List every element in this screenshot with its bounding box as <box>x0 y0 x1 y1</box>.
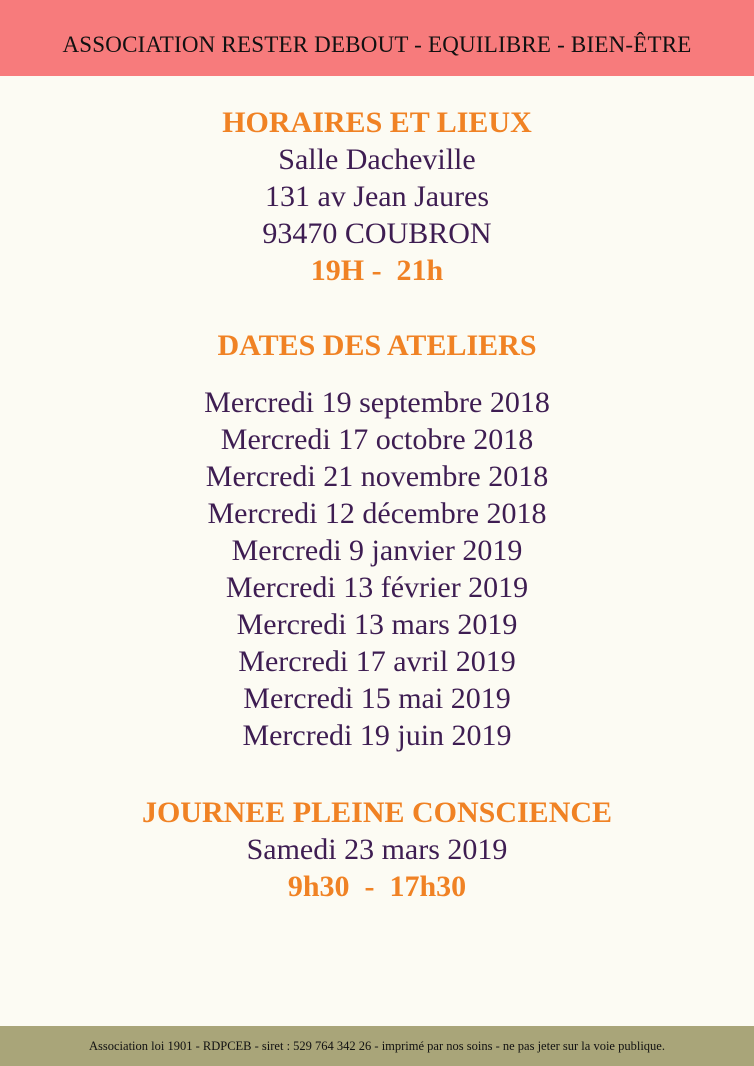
journee-hours: 9h30 - 17h30 <box>287 870 467 903</box>
date-item: Mercredi 19 juin 2019 <box>242 719 512 752</box>
venue-city: 93470 COUBRON <box>262 217 492 250</box>
flyer-content <box>0 104 754 905</box>
date-item: Mercredi 13 mars 2019 <box>236 608 518 641</box>
date-item: Mercredi 19 septembre 2018 <box>204 386 550 419</box>
dates-list <box>0 384 754 754</box>
session-hours: 19H - 21h <box>310 254 444 287</box>
footer-text: Association loi 1901 - RDPCEB - siret : 529 764 342 26 - imprimé par nos soins - ne pas jeter sur la voie publique. <box>89 1038 665 1053</box>
section-horaires <box>0 104 754 289</box>
journee-heading: JOURNEE PLEINE CONSCIENCE <box>141 796 613 829</box>
date-item: Mercredi 15 mai 2019 <box>243 682 511 715</box>
section-dates <box>0 327 754 754</box>
venue-street: 131 av Jean Jaures <box>264 180 490 213</box>
header-title: ASSOCIATION RESTER DEBOUT - EQUILIBRE - BIEN-ÊTRE <box>62 32 692 57</box>
date-item: Mercredi 9 janvier 2019 <box>231 534 523 567</box>
footer-banner <box>0 1026 754 1066</box>
header-banner <box>0 0 754 76</box>
date-item: Mercredi 12 décembre 2018 <box>207 497 547 530</box>
date-item: Mercredi 13 février 2019 <box>225 571 529 604</box>
date-item: Mercredi 17 octobre 2018 <box>220 423 534 456</box>
journee-date: Samedi 23 mars 2019 <box>246 833 508 866</box>
date-item: Mercredi 17 avril 2019 <box>238 645 516 678</box>
horaires-heading: HORAIRES ET LIEUX <box>222 106 532 139</box>
section-journee <box>0 794 754 905</box>
dates-heading: DATES DES ATELIERS <box>217 329 537 362</box>
venue-name: Salle Dacheville <box>278 143 476 176</box>
date-item: Mercredi 21 novembre 2018 <box>205 460 549 493</box>
